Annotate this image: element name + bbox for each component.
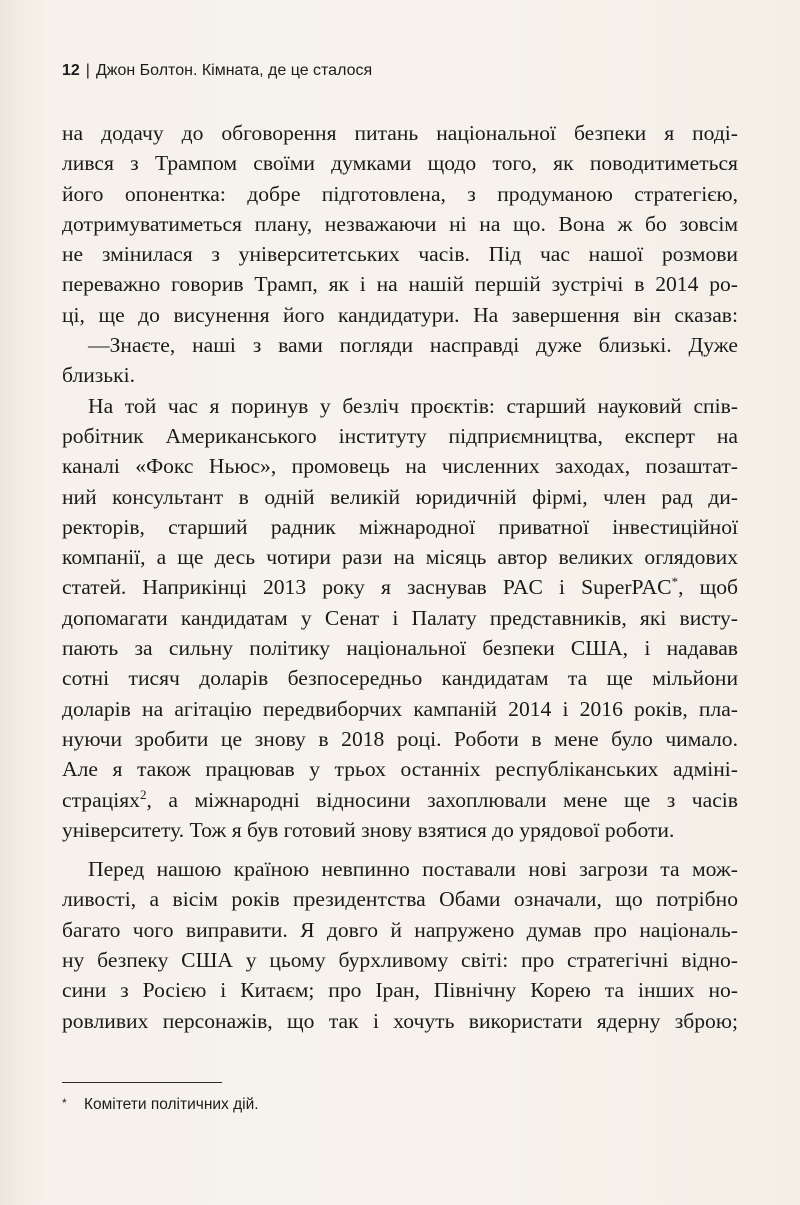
text-line: доларів на агітацію передвиборчих кампаній 2014 і 2016 років, пла- [62, 696, 738, 721]
text-line: на додачу до обговорення питань національної безпеки я поді- [62, 121, 738, 145]
text-segment: , щоб [678, 575, 738, 600]
paragraph-4 [62, 854, 738, 1036]
footnote-mark: * [62, 1096, 67, 1110]
text-line: Перед нашою країною невпинно поставали нові загрози та мож- [88, 857, 738, 882]
text-line: На той час я поринув у безліч проєктів: старший науковий спів- [88, 393, 738, 418]
endnote-marker: 2 [139, 786, 147, 802]
text-line: ну безпеку США у цьому бурхливому світі: про стратегічні відно- [62, 948, 738, 973]
text-line: ректорів, старший радник міжнародної приватної інвестиційної [62, 514, 738, 539]
page-number: 12 [62, 62, 80, 79]
footnote-divider [62, 1082, 222, 1083]
text-line: компанії, а ще десь чотири рази на місяць автор великих оглядових [62, 545, 738, 570]
text-line: ровливих персонажів, що так і хочуть використати ядерну зброю; [62, 1008, 738, 1033]
text-segment: страціях [62, 787, 140, 812]
text-segment: , а міжнародні відносини захоплювали мене ще з часів [146, 787, 738, 812]
text-line: нуючи зробити це знову в 2018 році. Роботи в мене було чимало. [62, 726, 738, 751]
text-line-with-footnote [62, 572, 738, 602]
text-line-with-endnote [62, 785, 738, 815]
footnote [62, 1096, 259, 1114]
text-line: робітник Американського інституту підприємництва, експерт на [62, 423, 738, 448]
text-line: каналі «Фокс Ньюс», промовець на численних заходах, позаштат- [62, 454, 738, 479]
text-line: ливості, а вісім років президентства Обами означали, що потрібно [62, 887, 738, 912]
text-line: допомагати кандидатам у Сенат і Палату представників, які висту- [62, 605, 738, 630]
footnote-marker: * [671, 574, 679, 590]
text-line: Але я також працював у трьох останніх республіканських адміні- [62, 757, 738, 782]
text-line: лився з Трампом своїми думками щодо того, як поводитиметься [62, 151, 738, 176]
text-line: переважно говорив Трамп, як і на нашій першій зустрічі в 2014 ро- [62, 272, 738, 297]
text-line: ці, ще до висунення його кандидатури. На завершення він сказав: [62, 302, 738, 327]
text-line: —Знаєте, наші з вами погляди насправді дуже близькі. Дуже [88, 333, 738, 358]
text-line: пають за сильну політику національної безпеки США, і надавав [62, 636, 738, 661]
header-separator: | [85, 62, 90, 79]
footnote-text: Комітети політичних дій. [84, 1096, 259, 1113]
text-line: не змінилася з університетських часів. Під час нашої розмови [62, 242, 738, 267]
text-line: багато чого виправити. Я довго й напружено думав про національ- [62, 917, 738, 942]
paragraph-2 [62, 330, 738, 391]
text-line: дотримуватиметься плану, незважаючи ні на що. Вона ж бо зовсім [62, 211, 738, 236]
text-line: університету. Тож я був готовий знову взятися до урядової роботи. [62, 817, 675, 842]
text-line: сотні тисяч доларів безпосередньо кандидатам та ще мільйони [62, 666, 738, 691]
body-text [62, 118, 738, 1036]
running-title: Джон Болтон. Кімната, де це сталося [95, 62, 373, 79]
text-line: ний консультант в одній великій юридичній фірмі, член рад ди- [62, 484, 738, 509]
paragraph-1 [62, 118, 738, 330]
text-line: близькі. [62, 363, 136, 388]
text-line: його опонентка: добре підготовлена, з продуманою стратегією, [62, 181, 738, 206]
paragraph-3 [62, 391, 738, 845]
text-segment: статей. Наприкінці 2013 року я заснував PAC і SuperPAC [62, 575, 672, 600]
running-header [62, 62, 372, 80]
text-line: сини з Росією і Китаєм; про Іран, Північну Корею та інших но- [62, 978, 738, 1003]
